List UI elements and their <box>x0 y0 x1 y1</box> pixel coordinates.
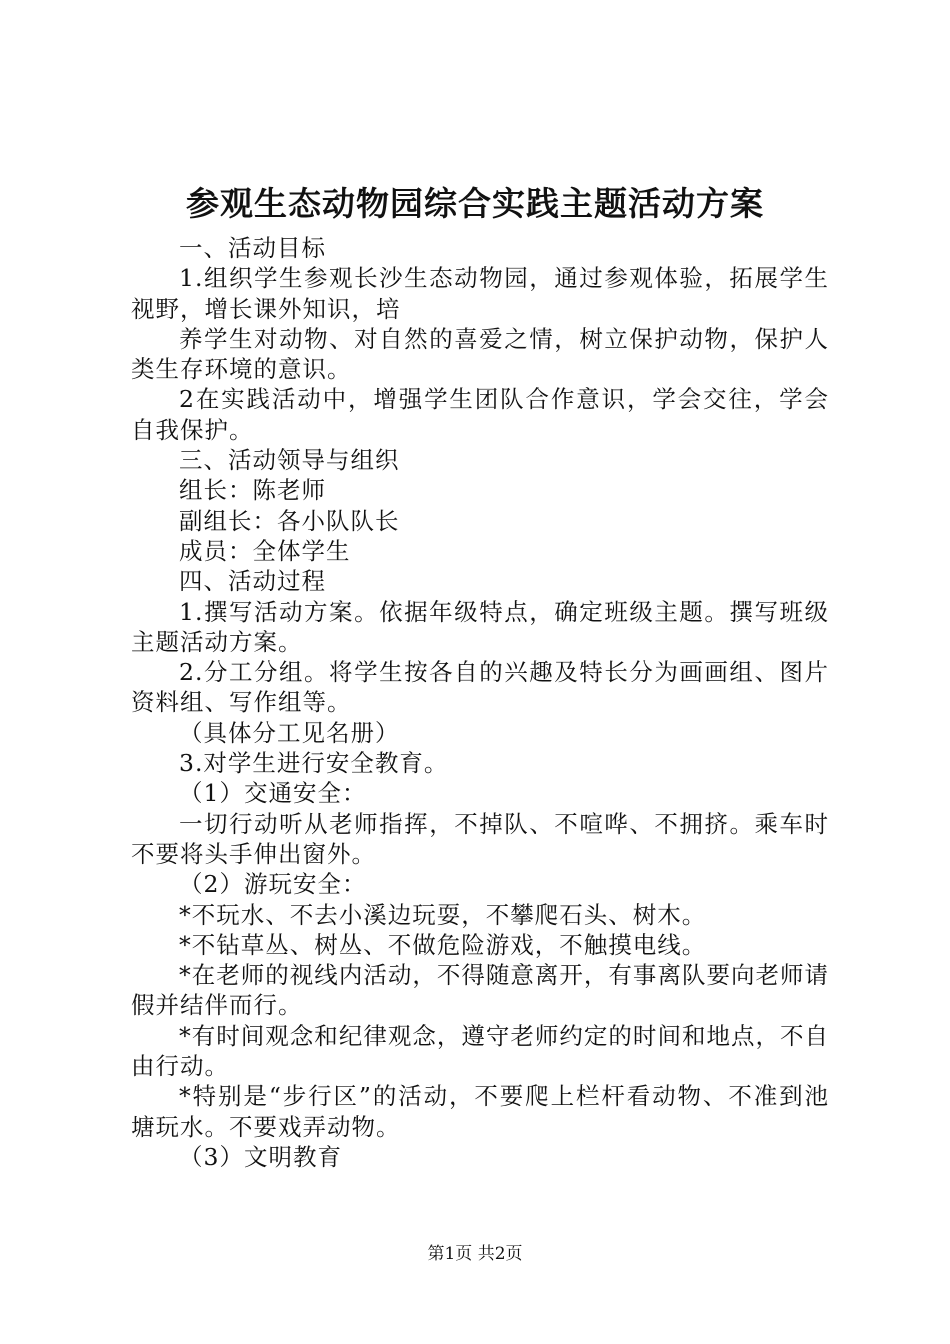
paragraph-objective-2: 2在实践活动中，增强学生团队合作意识，学会交往，学会自我保护。 <box>131 385 829 444</box>
paragraph-traffic-safety: 一切行动听从老师指挥，不掉队、不喧哗、不拥挤。乘车时不要将头手伸出窗外。 <box>131 809 829 868</box>
list-item-play-safety: *有时间观念和纪律观念，遵守老师约定的时间和地点，不自由行动。 <box>131 1021 829 1081</box>
subheading-civility-education: （3）文明教育 <box>179 1142 342 1171</box>
paragraph-objective-1-continued: 养学生对动物、对自然的喜爱之情，树立保护动物，保护人类生存环境的意识。 <box>131 324 829 384</box>
paragraph-process-2: 2.分工分组。将学生按各自的兴趣及特长分为画画组、图片资料组、写作组等。 <box>131 658 829 717</box>
section-heading-leadership: 三、活动领导与组织 <box>179 446 400 475</box>
paragraph-objective-1: 1.组织学生参观长沙生态动物园，通过参观体验，拓展学生视野，增长课外知识，培 <box>131 264 829 323</box>
paragraph-group-leader: 组长：陈老师 <box>179 476 326 505</box>
subheading-play-safety: （2）游玩安全： <box>179 870 367 899</box>
page-number-footer: 第1页 共2页 <box>427 1244 523 1264</box>
document-title: 参观生态动物园综合实践主题活动方案 <box>186 184 764 223</box>
paragraph-members: 成员：全体学生 <box>179 536 351 565</box>
list-item-play-safety: *不钻草丛、树丛、不做危险游戏，不触摸电线。 <box>179 930 707 959</box>
paragraph-deputy-leader: 副组长：各小队队长 <box>179 506 400 535</box>
list-item-play-safety: *在老师的视线内活动，不得随意离开，有事离队要向老师请假并结伴而行。 <box>131 961 829 1020</box>
section-heading-objectives: 一、活动目标 <box>179 234 326 262</box>
subheading-traffic-safety: （1）交通安全： <box>179 779 367 808</box>
list-item-play-safety: *不玩水、不去小溪边玩耍，不攀爬石头、树木。 <box>179 900 707 929</box>
list-item-play-safety: *特别是“步行区”的活动，不要爬上栏杆看动物、不准到池塘玩水。不要戏弄动物。 <box>131 1082 829 1141</box>
document-body <box>131 233 829 1172</box>
section-heading-process: 四、活动过程 <box>179 567 326 596</box>
paragraph-roster-note: （具体分工见名册） <box>179 718 400 747</box>
paragraph-process-3: 3.对学生进行安全教育。 <box>179 749 449 778</box>
paragraph-process-1: 1.撰写活动方案。依据年级特点，确定班级主题。撰写班级主题活动方案。 <box>131 597 829 656</box>
